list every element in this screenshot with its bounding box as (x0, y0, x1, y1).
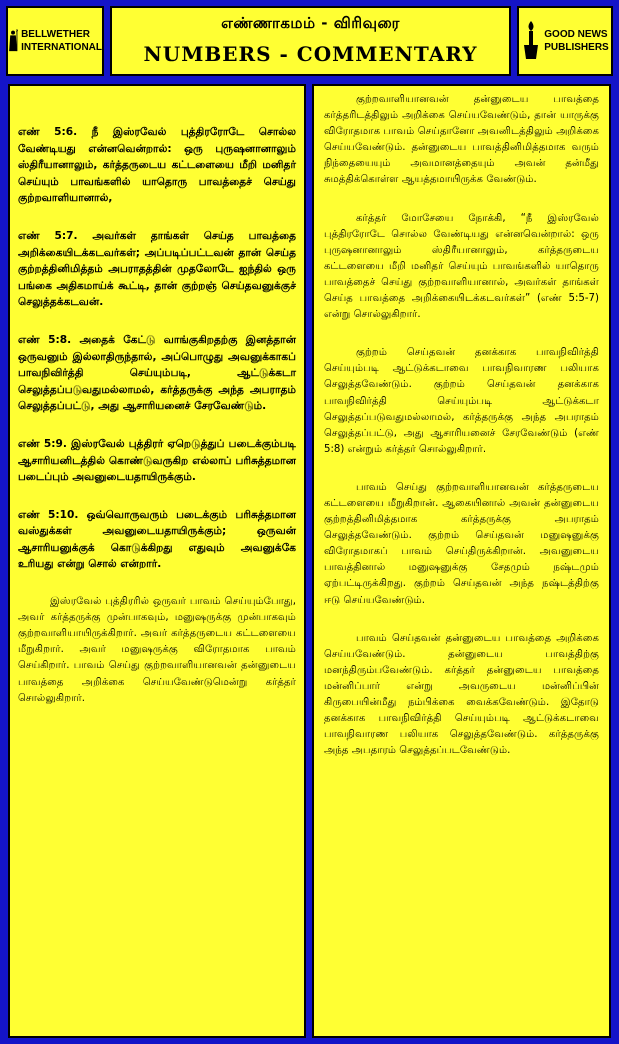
good-news-publishers-logo (517, 6, 613, 76)
verse-5-10: எண் 5:10. ஒவ்வொருவரும் படைக்கும் பரிசுத்தமான வஸ்துக்கள் அவனுடையதாயிருக்கும்; ஒருவன் ஆசாரியனுக்குக் கொடுக்கிறது எதுவும் அவனுக்கே உரியது என்று சொல் என்றார். (18, 508, 296, 571)
verse-5-7: எண் 5:7. அவர்கள் தாங்கள் செய்த பாவத்தை அறிக்கையிடக்கடவர்கள்; அப்படிப்பட்டவன் தான் செய்த குற்றத்தினிமித்தம் அபராதத்தின் முதலோடே ஐந்தில் ஒரு பங்கை அதிகமாய்க் கூட்டி, தான் குற்றஞ் செய்தவனுக்குச் செலுத்தக்கடவன். (18, 229, 296, 309)
commentary-paragraph: பாவம் செய்தவன் தன்னுடைய பாவத்தை அறிக்கை செய்யவேண்டும். தன்னுடைய பாவத்திற்கு மனந்திரும்பவேண்டும். கர்த்தர் தன்னுடைய பாவத்தை மன்னிப்பார் என்று அவருடைய மன்னிப்பின் கிருபையின்மீது நம்பிக்கை வைக்கவேண்டும். இதோடு தனக்காக பாவநிவிர்த்தி செய்யும்படி ஆட்டுக்கடாவை பாவநிவாரண பலியாக செலுத்தவேண்டும். கர்த்தருக்கு அந்த அபதாரம் செலுத்தப்படவேண்டும். (324, 632, 599, 757)
bellwether-logo (6, 6, 104, 76)
commentary-paragraph: கர்த்தர் மோசேயை நோக்கி, “நீ இஸ்ரவேல் புத்திரரோடே சொல்ல வேண்டியது என்னவென்றால்: ஒரு புருஷனானாலும் ஸ்திரீயானாலும், கர்த்தருடைய கட்டளையை மீறி மனிதர் செய்யும் பாவங்களில் யாதொரு பாவத்தைச் செய்து குற்றவாளியானால், அவர்கள் தாங்கள் செய்த பாவத்தை அறிக்கையிடக்கடவர்கள்” (எண் 5:5-7) என்று சொல்லுகிறார். (324, 212, 599, 321)
logo-right-line1: GOOD NEWS (544, 29, 608, 40)
commentary-paragraph: குற்றம் செய்தவன் தனக்காக பாவநிவிர்த்தி செய்யும்படி ஆட்டுக்கடாவை பாவநிவாரண பலியாக செலுத்தவேண்டும். குற்றம் செய்தவன் தனக்காக பாவநிவிர்த்தி செய்யும்படி ஆட்டுக்கடா செலுத்தப்படுவதுமல்லாமல், கர்த்தருக்கு அந்த அபராதம் செலுத்தப்பட்டு, அது ஆசாரியனைச் சேரவேண்டும் (எண் 5:8) என்றும் கர்த்தர் சொல்லுகிறார். (324, 347, 599, 455)
verse-5-8: எண் 5:8. அதைக் கேட்டு வாங்குகிறதற்கு இனத்தான் ஒருவனும் இல்லாதிருந்தால், அப்பொழுது அவனுக்காகப் பாவநிவிர்த்தி செய்யும்படி, ஆட்டுக்கடா செலுத்தப்படுவதுமல்லாமல், கர்த்தருக்கு அந்த அபராதம் செலுத்தப்பட்டு, அது ஆசாரியனைச் சேரவேண்டும். (18, 333, 296, 413)
page-header (110, 6, 511, 76)
hand-torch-icon (521, 21, 541, 61)
page-title-tamil: எண்ணாகமம் - விரிவுரை (221, 14, 400, 32)
logo-left-line2: INTERNATIONAL (21, 42, 102, 53)
left-column (8, 84, 306, 1038)
logo-left-line1: BELLWETHER (21, 29, 90, 40)
verse-5-6: எண் 5:6. நீ இஸ்ரவேல் புத்திரரோடே சொல்ல வேண்டியது என்னவென்றால்: ஒரு புருஷனானாலும் ஸ்திரீயானாலும், கர்த்தருடைய கட்டளையை மீறி மனிதர் செய்யும் பாவங்களில் யாதொரு பாவத்தைச் செய்து குற்றவாளியானால், (18, 126, 296, 205)
right-column (312, 84, 611, 1038)
commentary-paragraph: குற்றவாளியானவன் தன்னுடைய பாவத்தை கர்த்தரிடத்திலும் அறிக்கை செய்யவேண்டும், தான் யாருக்கு விரோதமாக பாவம் செய்தானோ அவனிடத்திலும் அறிக்கை செய்யவேண்டும். தன்னுடைய பாவத்தினிமித்தமாக வரும் நிந்தையையும் அவமானத்தையும் அவன் தன்மீது சுமத்திக்கொள்ள ஆயத்தமாயிருக்க வேண்டும். (324, 94, 599, 186)
shepherd-icon (8, 21, 18, 61)
commentary-paragraph: பாவம் செய்து குற்றவாளியானவன் கர்த்தருடைய கட்டளையை மீறுகிறான். ஆகையினால் அவன் தன்னுடைய குற்றத்தினிமித்தமாக கர்த்தருக்கு அபராதம் செலுத்தவேண்டும். குற்றம் செய்தவன் மனுஷனுக்கு விரோதமாகப் பாவம் செய்திருக்கிறான். அவனுடைய பாவத்தினால் மனுஷனுக்கு சேதமும் நஷ்டமும் ஏற்பட்டிருக்கிறது. குற்றம் செய்தவன் அந்த நஷ்டத்திற்கு ஈடு செய்யவேண்டும். (324, 481, 599, 606)
logo-right-line2: PUBLISHERS (544, 42, 609, 53)
page-title-english: NUMBERS - COMMENTARY (143, 42, 478, 66)
verse-5-9: எண் 5:9. இஸ்ரவேல் புத்திரர் ஏறெடுத்துப் படைக்கும்படி ஆசாரியனிடத்தில் கொண்டுவருகிற எல்லாப் பரிசுத்தமான படைப்பும் அவனுடையதாயிருக்கும். (18, 437, 296, 484)
commentary-paragraph: இஸ்ரவேல் புத்திரரில் ஒருவர் பாவம் செய்யும்போது, அவர் கர்த்தருக்கு முன்பாகவும், மனுஷருக்கு முன்பாகவும் குற்றவாளியாயிருக்கிறார். அவர் கர்த்தருடைய கட்டளையை மீறுகிறார். அவர் மனுஷருக்கு விரோதமாக பாவம் செய்கிறார். பாவம் செய்து குற்றவாளியானவன் தன்னுடைய பாவத்தை அறிக்கை செய்யவேண்டுமென்று கர்த்தர் சொல்லுகிறார். (18, 596, 296, 704)
